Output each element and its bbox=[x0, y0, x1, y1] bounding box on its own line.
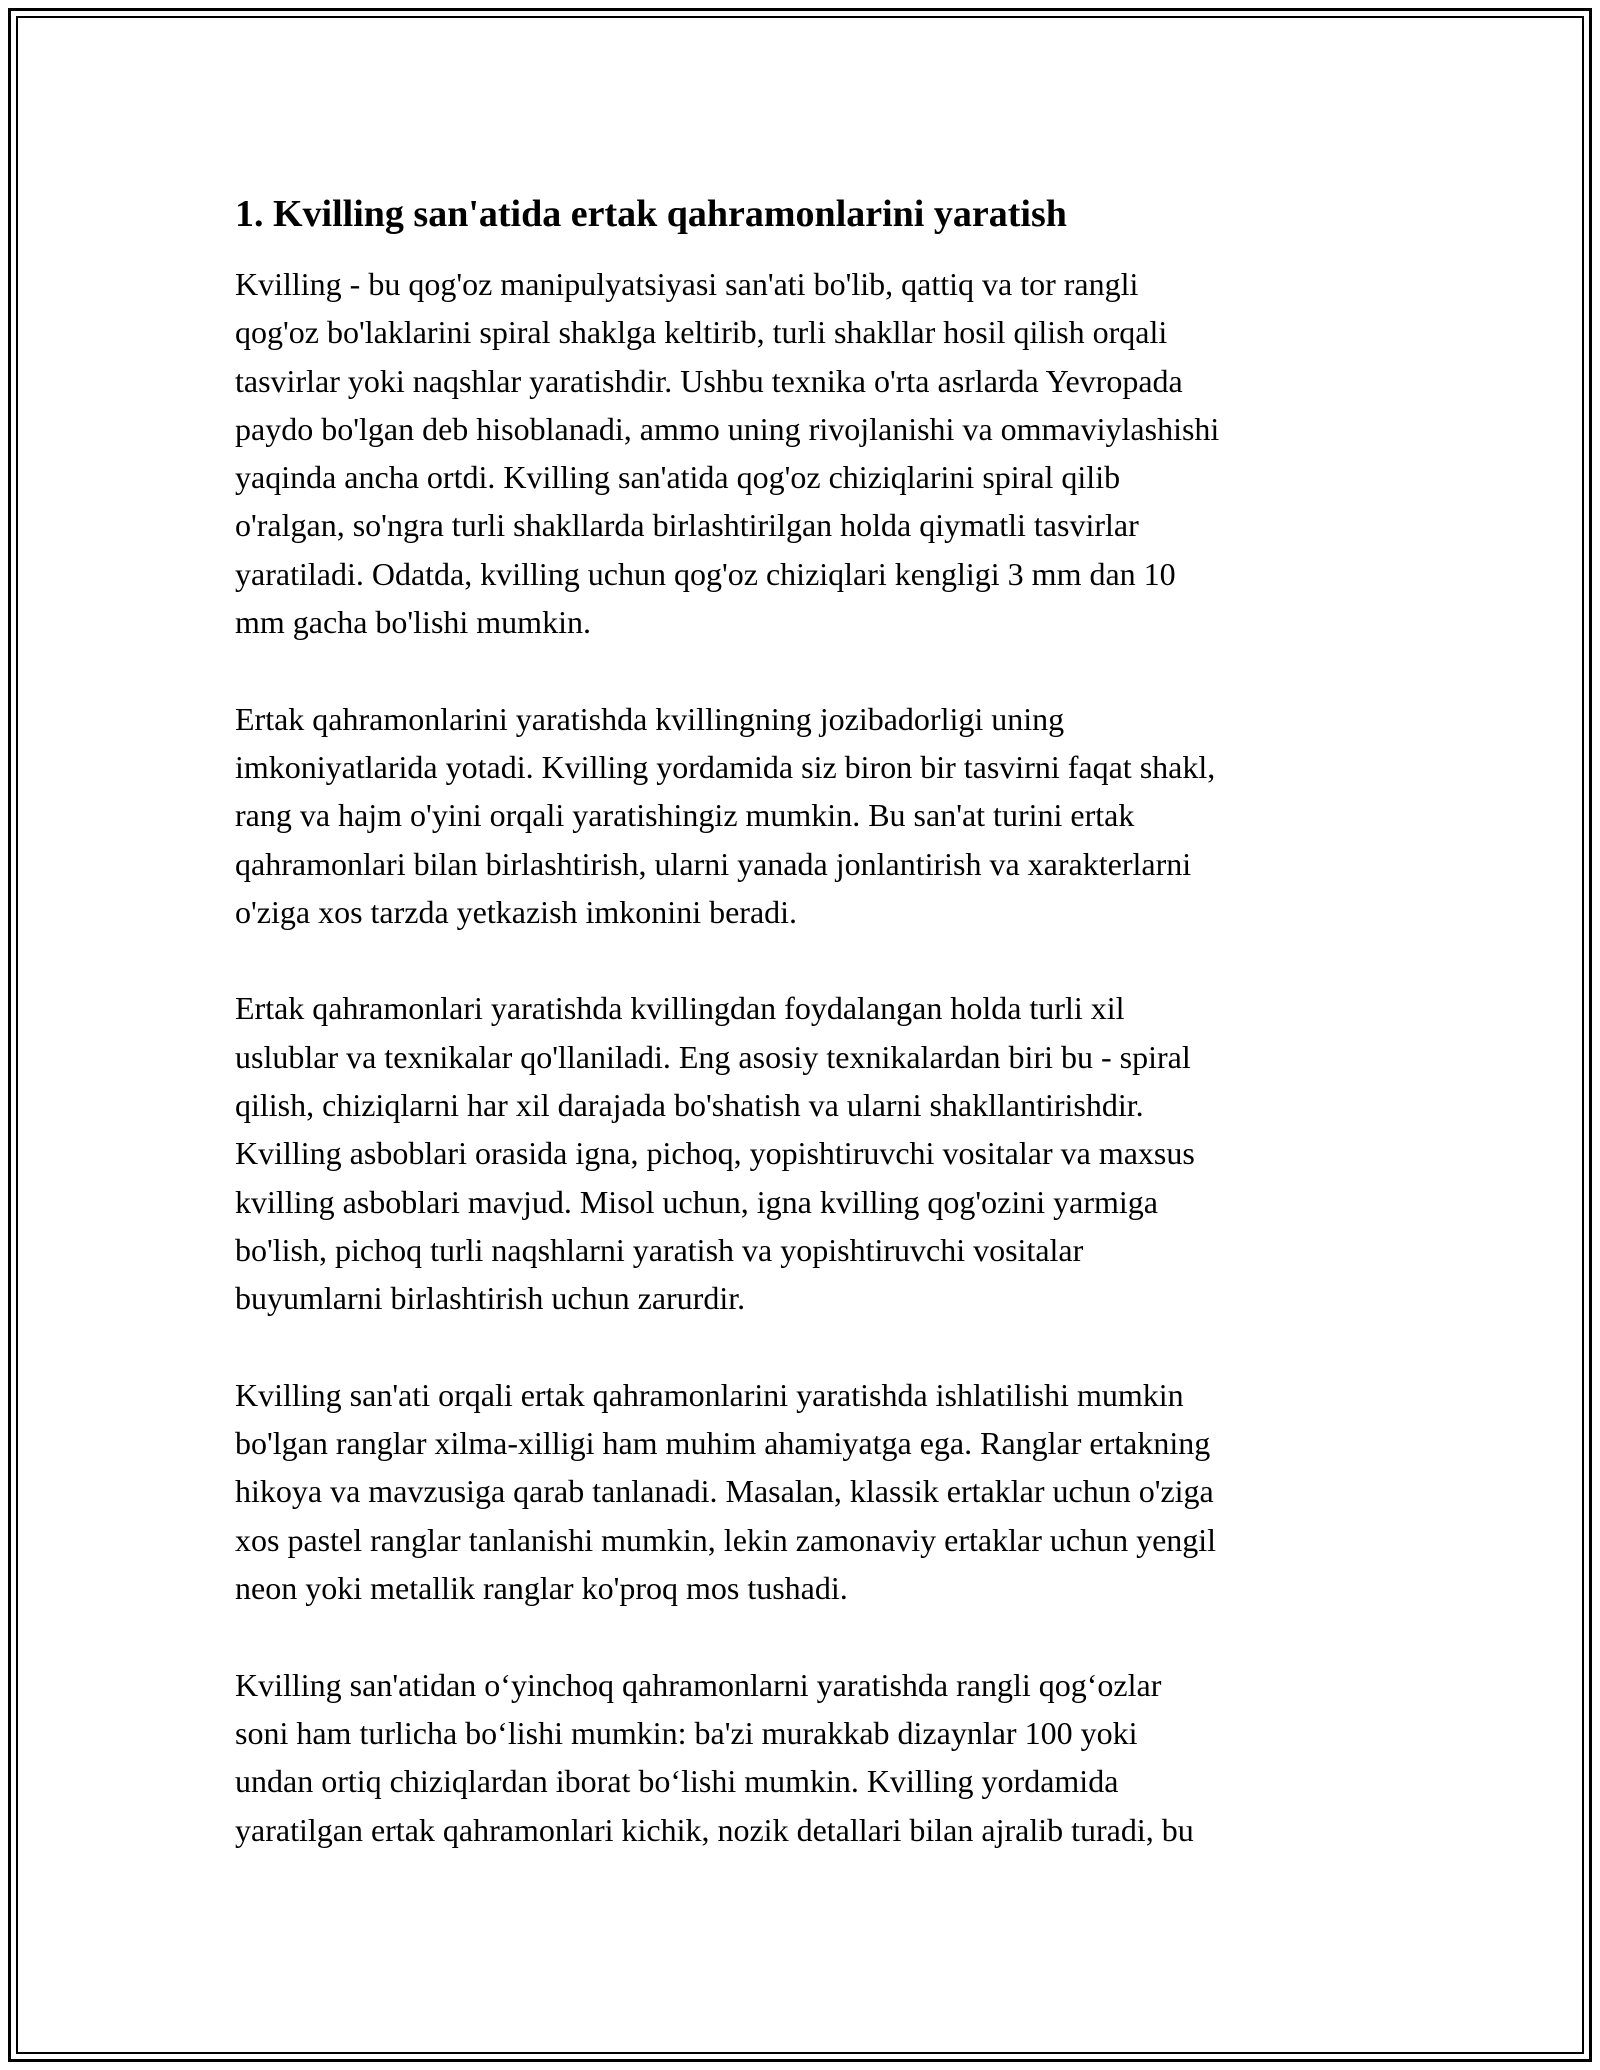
paragraph-techniques-tools: Ertak qahramonlari yaratishda kvillingdan foydalangan holda turli xil uslublar va texnikalar qo'llaniladi. Eng asosiy texnikalardan biri bu - spiral qilish, chiziqlarni har xil darajada bo'shatish va ularni shakllantirishdir. Kvilling asboblari orasida igna, pichoq, yopishtiruvchi vositalar va maxsus kvilling asboblari mavjud. Misol uchun, igna kvilling qog'ozini yarmiga bo'lish, pichoq turli naqshlarni yaratish va yopishtiruvchi vositalar buyumlarni birlashtirish uchun zarurdir. bbox=[235, 990, 1195, 1317]
paragraph-fairytale-appeal: Ertak qahramonlarini yaratishda kvillingning jozibadorligi uning imkoniyatlarida yotadi. Kvilling yordamida siz biron bir tasvirni faqat shakl, rang va hajm o'yini orqali yaratishingiz mumkin. Bu san'at turini ertak qahramonlari bilan birlashtirish, ularni yanada jonlantirish va xarakterlarni o'ziga xos tarzda yetkazish imkonini beradi. bbox=[235, 700, 1216, 930]
paragraph-paper-count: Kvilling san'atidan o‘yinchoq qahramonlarni yaratishda rangli qog‘ozlar soni ham turlicha bo‘lishi mumkin: ba'zi murakkab dizaynlar 100 yoki undan ortiq chiziqlardan iborat bo‘lishi mumkin. Kvilling yordamida yaratilgan ertak qahramonlari kichik, nozik detallari bilan ajralib turadi, bu bbox=[235, 1666, 1194, 1848]
document-body bbox=[235, 190, 1375, 1854]
paragraph-colors: Kvilling san'ati orqali ertak qahramonlarini yaratishda ishlatilishi mumkin bo'lgan ranglar xilma-xilligi ham muhim ahamiyatga ega. Ranglar ertakning hikoya va mavzusiga qarab tanlanadi. Masalan, klassik ertaklar uchun o'ziga xos pastel ranglar tanlanishi mumkin, lekin zamonaviy ertaklar uchun yengil neon yoki metallik ranglar ko'proq mos tushadi. bbox=[235, 1376, 1217, 1607]
paragraph-kvilling-definition: Kvilling - bu qog'oz manipulyatsiyasi san'ati bo'lib, qattiq va tor rangli qog'oz bo'laklarini spiral shaklga keltirib, turli shakllar hosil qilish orqali tasvirlar yoki naqshlar yaratishdir. Ushbu texnika o'rta asrlarda Yevropada paydo bo'lgan deb hisoblanadi, ammo uning rivojlanishi va ommaviylashishi yaqinda ancha ortdi. Kvilling san'atida qog'oz chiziqlarini spiral qilib o'ralgan, so'ngra turli shakllarda birlashtirilgan holda qiymatli tasvirlar yaratiladi. Odatda, kvilling uchun qog'oz chiziqlari kengligi 3 mm dan 10 mm gacha bo'lishi mumkin. bbox=[235, 266, 1220, 641]
section-title: 1. Kvilling san'atida ertak qahramonlarini yaratish bbox=[235, 193, 1067, 235]
